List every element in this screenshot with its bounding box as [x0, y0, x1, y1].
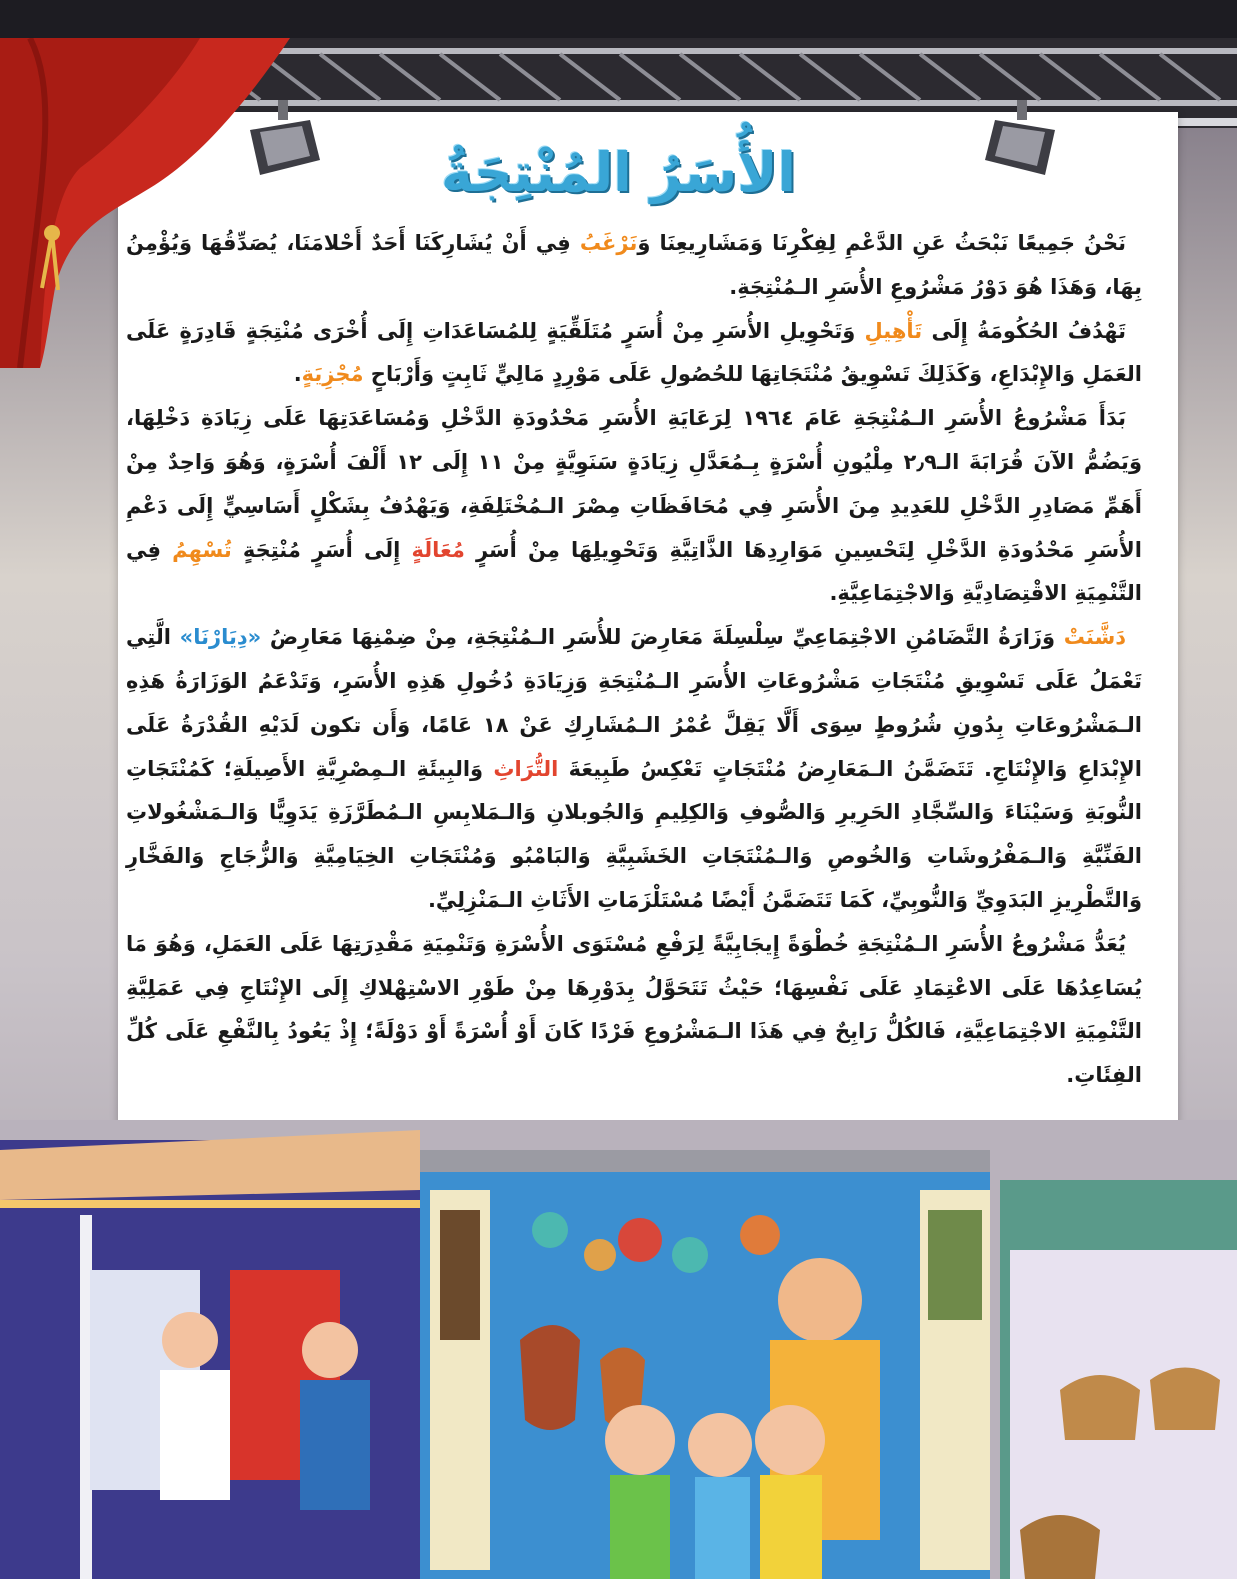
text-segment: وَالبِيئَةِ الـمِصْرِيَّةِ الأَصِيلَةِ؛ كَمُنْتَجَاتِ النُّوبَةِ وَسَيْنَاءَ وَالسِّجَّادِ الحَرِيرِ وَالصُّوفِ وَالكِلِيمِ وَالجُوبلانِ وَالـمَلابِسِ الـمُطَرَّزَةِ يَدَوِيًّا وَالـمَشْغُولاتِ الفَنِّيَّةِ وَالـمَفْرُوشَاتِ وَالخُوصِ وَالـمُنْتَجَاتِ الخَشَبِيَّةِ وَالبَامْبُو وَمُنْتَجَاتِ الخِيَامِيَّةِ وَالزُّجَاجِ وَالفَخَّارِ وَالتَّطْرِيزِ البَدَوِيِّ وَالنُّوبِيِّ، كَمَا تَتَضَمَّنُ أَيْضًا مُسْتَلْزَمَاتِ الأَثَاثِ الـمَنْزِلِيِّ. [126, 756, 1142, 912]
paragraph-5 [126, 923, 1142, 1098]
highlighted-word: «دِيَارْنَا» [179, 625, 262, 650]
paragraph-1 [126, 222, 1142, 310]
highlighted-word: مُجْزِيَةٍ [301, 362, 364, 387]
top-bar [0, 0, 1237, 38]
text-segment: الَّتِي تَعْمَلُ عَلَى تَسْوِيقِ مُنْتَجَاتِ مَشْرُوعَاتِ الأُسَرِ الـمُنْتِجَةِ وَزِيَادَةِ دُخُولِ هَذِهِ الأُسَرِ، وَتَدْعَمُ الوَزَارَةُ هَذِهِ الـمَشْرُوعَاتِ بِدُونِ شُرُوطٍ سِوَى أَلَّا يَقِلَّ عُمْرُ الـمُشَارِكِ عَنْ ١٨ عَامًا، وَأَن تكون لَدَيْهِ القُدْرَةُ عَلَى الإِبْدَاعِ وَالإِنْتَاجِ. تَتَضَمَّنُ الـمَعَارِضُ مُنْتَجَاتٍ تَعْكِسُ طَبِيعَةَ [126, 625, 1142, 781]
text-segment: وَتَحْوِيلِ الأُسَرِ مِنْ أُسَرٍ مُتَلَقِّيَةٍ لِلمُسَاعَدَاتِ إِلَى أُخْرَى مُنْتِجَةٍ قَادِرَةٍ عَلَى العَمَلِ وَالإِبْدَاعِ، وَكَذَلِكَ تَسْوِيقُ مُنْتَجَاتِهَا للحُصُولِ عَلَى مَوْرِدٍ مَالِيٍّ ثَابِتٍ وَأَرْبَاحٍ [126, 318, 1142, 387]
paragraph-2 [126, 310, 1142, 398]
highlighted-word: دَشَّنَتْ [1063, 625, 1126, 650]
highlighted-word: مُعَالَةٍ [411, 537, 465, 562]
page-title: الأُسَرُ المُنْتِجَةُ [441, 141, 796, 204]
paragraph-4 [126, 616, 1142, 923]
paragraph-3 [126, 397, 1142, 616]
highlighted-word: تُسْهِمُ [172, 537, 232, 562]
text-segment: . [293, 362, 302, 387]
highlighted-word: تَأْهِيلِ [864, 318, 923, 343]
text-segment: يُعَدُّ مَشْرُوعُ الأُسَرِ الـمُنْتِجَةِ خُطْوَةً إِيجَابِيَّةً لِرَفْعِ مُسْتَوَى الأُسْرَةِ وَتَنْمِيَةِ مَقْدِرَتِهَا عَلَى العَمَلِ، وَهُوَ مَا يُسَاعِدُهَا عَلَى الاعْتِمَادِ عَلَى نَفْسِهَا؛ حَيْثُ تَتَحَوَّلُ بِدَوْرِهَا مِنْ طَوْرِ الاسْتِهْلاكِ إِلَى الإِنْتَاجِ فِي عَمَلِيَّةِ التَّنْمِيَةِ الاجْتِمَاعِيَّةِ، فَالكُلُّ رَابِحٌ فِي هَذَا الـمَشْرُوعِ فَرْدًا كَانَ أَوْ أُسْرَةً أَوْ دَوْلَةً؛ إِذْ يَعُودُ بِالنَّفْعِ عَلَى كُلِّ الفِئَاتِ. [126, 931, 1142, 1088]
text-segment: فِي التَّنْمِيَةِ الاقْتِصَادِيَّةِ وَالاجْتِمَاعِيَّةِ. [126, 537, 1142, 606]
text-segment: وَزَارَةُ التَّضَامُنِ الاجْتِمَاعِيِّ سِلْسِلَةَ مَعَارِضَ للأُسَرِ الـمُنْتِجَةِ، مِنْ ضِمْنِهَا مَعَارِضُ [261, 625, 1064, 650]
text-segment: تَهْدُفُ الحُكُومَةُ إِلَى [922, 318, 1126, 343]
highlighted-word: نَرْغَبُ [579, 231, 638, 255]
highlighted-word: التُّرَاثِ [493, 756, 559, 781]
text-segment: فِي أَنْ يُشَارِكَنَا أَحَدٌ أَحْلامَنَا، يُصَدِّقُهَا وَيُؤْمِنُ بِهَا، وَهَذَا هُوَ دَوْرُ مَشْرُوعِ الأُسَرِ الـمُنْتِجَةِ. [126, 231, 1142, 299]
text-segment: إِلَى أُسَرٍ مُنْتِجَةٍ [231, 537, 412, 562]
text-segment: نَحْنُ جَمِيعًا نَبْحَثُ عَنِ الدَّعْمِ لِفِكْرِنَا وَمَشَارِيعِنَا وَ [637, 231, 1126, 255]
article-body [126, 222, 1142, 1122]
text-segment: بَدَأَ مَشْرُوعُ الأُسَرِ الـمُنْتِجَةِ عَامَ ١٩٦٤ لِرَعَايَةِ الأُسَرِ مَحْدُودَةِ الدَّخْلِ وَمُسَاعَدَتِهَا عَلَى زِيَادَةِ دَخْلِهَا، وَيَضُمُّ الآنَ قُرَابَةَ الـ٢٫٩ مِلْيُونِ أُسْرَةٍ بِـمُعَدَّلِ زِيَادَةٍ سَنَوِيَّةٍ مِنْ ١١ إِلَى ١٢ أَلْفَ أُسْرَةٍ، وَهُوَ وَاحِدٌ مِنْ أَهَمِّ مَصَادِرِ الدَّخْلِ للعَدِيدِ مِنَ الأُسَرِ فِي مُحَافَظَاتِ مِصْرَ الـمُخْتَلِفَةِ، وَيَهْدُفُ بِشَكْلٍ أَسَاسِيٍّ إِلَى دَعْمِ الأُسَرِ مَحْدُودَةِ الدَّخْلِ لِتَحْسِينِ مَوَارِدِهَا الذَّاتِيَّةِ وَتَحْوِيلِهَا مِنْ أُسَرٍ [126, 406, 1142, 562]
exhibition-illustration [0, 1120, 1237, 1579]
